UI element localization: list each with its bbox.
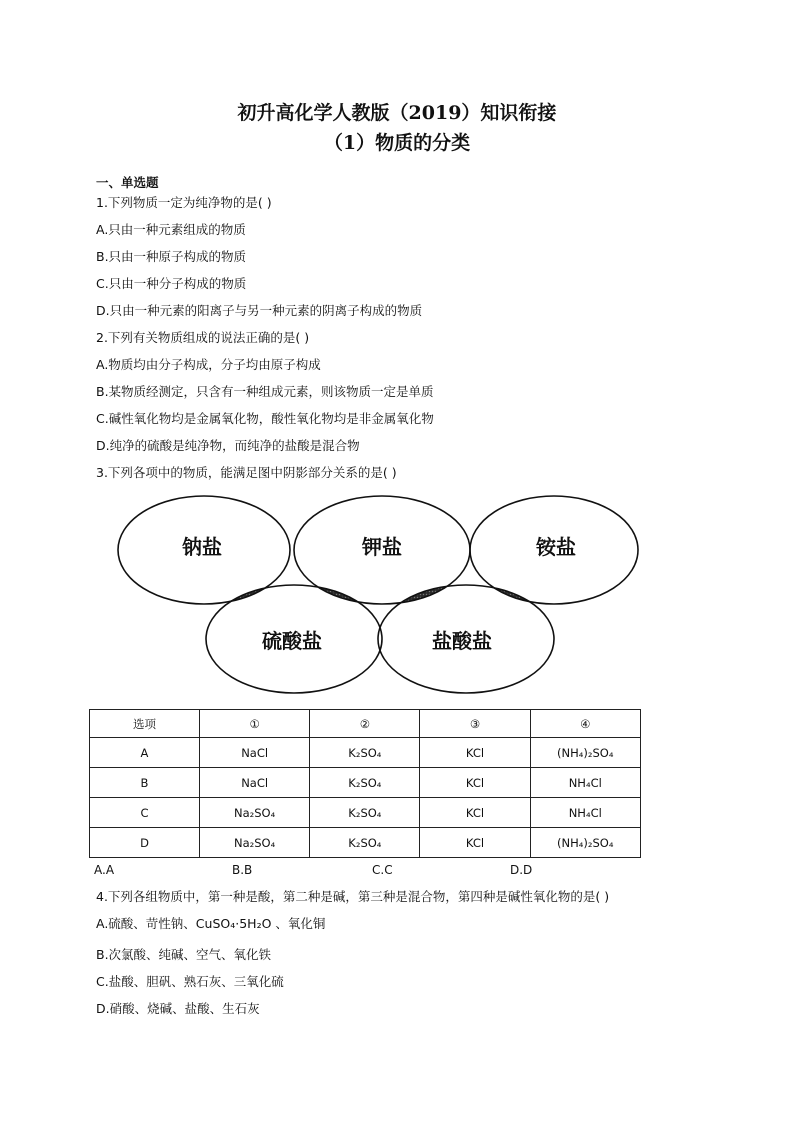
q2-option-d: D.纯净的硫酸是纯净物，而纯净的盐酸是混合物 bbox=[96, 438, 360, 453]
q3-answer-d: D.D bbox=[510, 863, 533, 877]
table-cell: B bbox=[90, 768, 200, 798]
table-header-row bbox=[90, 710, 641, 738]
table-cell: KCl bbox=[420, 768, 530, 798]
label-chloride: 盐酸盐 bbox=[432, 629, 492, 653]
q1-option-b: B.只由一种原子构成的物质 bbox=[96, 249, 247, 264]
label-sodium-salt: 钠盐 bbox=[182, 535, 222, 559]
table-cell: C bbox=[90, 798, 200, 828]
table-cell: A bbox=[90, 738, 200, 768]
q3-answer-c: C.C bbox=[372, 863, 393, 877]
table-cell: KCl bbox=[420, 738, 530, 768]
label-ammonium-salt: 铵盐 bbox=[536, 535, 576, 559]
table-header-cell: ① bbox=[199, 710, 309, 738]
q4-option-c: C.盐酸、胆矾、熟石灰、三氧化硫 bbox=[96, 974, 284, 989]
options-table bbox=[89, 709, 641, 858]
q3-stem: 3.下列各项中的物质，能满足图中阴影部分关系的是( ) bbox=[96, 465, 397, 480]
table-cell: K₂SO₄ bbox=[310, 768, 420, 798]
table-cell: (NH₄)₂SO₄ bbox=[530, 738, 640, 768]
table-row bbox=[90, 738, 641, 768]
label-sulfate: 硫酸盐 bbox=[262, 629, 322, 653]
q4-stem: 4.下列各组物质中，第一种是酸，第二种是碱，第三种是混合物，第四种是碱性氧化物的是( ) bbox=[96, 889, 610, 904]
venn-diagram bbox=[116, 494, 644, 696]
table-cell: KCl bbox=[420, 798, 530, 828]
table-cell: Na₂SO₄ bbox=[199, 798, 309, 828]
q1-option-d: D.只由一种元素的阳离子与另一种元素的阴离子构成的物质 bbox=[96, 303, 423, 318]
table-cell: NaCl bbox=[199, 738, 309, 768]
table-cell: NH₄Cl bbox=[530, 768, 640, 798]
page-title: 初升高化学人教版（2019）知识衔接 bbox=[237, 102, 557, 124]
table-cell: K₂SO₄ bbox=[310, 738, 420, 768]
q3-answer-a: A.A bbox=[94, 863, 115, 877]
table-cell: (NH₄)₂SO₄ bbox=[530, 828, 640, 858]
table-header-cell: ② bbox=[310, 710, 420, 738]
table-row bbox=[90, 798, 641, 828]
q4-option-b: B.次氯酸、纯碱、空气、氧化铁 bbox=[96, 947, 272, 962]
q1-stem: 1.下列物质一定为纯净物的是( ) bbox=[96, 195, 272, 210]
q2-option-a: A.物质均由分子构成，分子均由原子构成 bbox=[96, 357, 321, 372]
table-row bbox=[90, 828, 641, 858]
q3-answer-b: B.B bbox=[232, 863, 253, 877]
label-potassium-salt: 钾盐 bbox=[362, 535, 402, 559]
section-heading: 一、单选题 bbox=[96, 175, 159, 190]
table-header-cell: 选项 bbox=[90, 710, 200, 738]
table-header-cell: ④ bbox=[530, 710, 640, 738]
q2-option-c: C.碱性氧化物均是金属氧化物，酸性氧化物均是非金属氧化物 bbox=[96, 411, 434, 426]
q1-option-a: A.只由一种元素组成的物质 bbox=[96, 222, 246, 237]
table-header-cell: ③ bbox=[420, 710, 530, 738]
q2-stem: 2.下列有关物质组成的说法正确的是( ) bbox=[96, 330, 310, 345]
table-cell: D bbox=[90, 828, 200, 858]
q1-option-c: C.只由一种分子构成的物质 bbox=[96, 276, 247, 291]
table-cell: NH₄Cl bbox=[530, 798, 640, 828]
table-cell: NaCl bbox=[199, 768, 309, 798]
table-cell: K₂SO₄ bbox=[310, 798, 420, 828]
page-subtitle: （1）物质的分类 bbox=[323, 132, 471, 154]
table-row bbox=[90, 768, 641, 798]
table-cell: KCl bbox=[420, 828, 530, 858]
table-cell: K₂SO₄ bbox=[310, 828, 420, 858]
q4-option-a: A.硫酸、苛性钠、CuSO₄·5H₂O 、氧化铜 bbox=[96, 916, 326, 931]
table-cell: Na₂SO₄ bbox=[199, 828, 309, 858]
q2-option-b: B.某物质经测定，只含有一种组成元素，则该物质一定是单质 bbox=[96, 384, 434, 399]
q4-option-d: D.硝酸、烧碱、盐酸、生石灰 bbox=[96, 1001, 260, 1016]
